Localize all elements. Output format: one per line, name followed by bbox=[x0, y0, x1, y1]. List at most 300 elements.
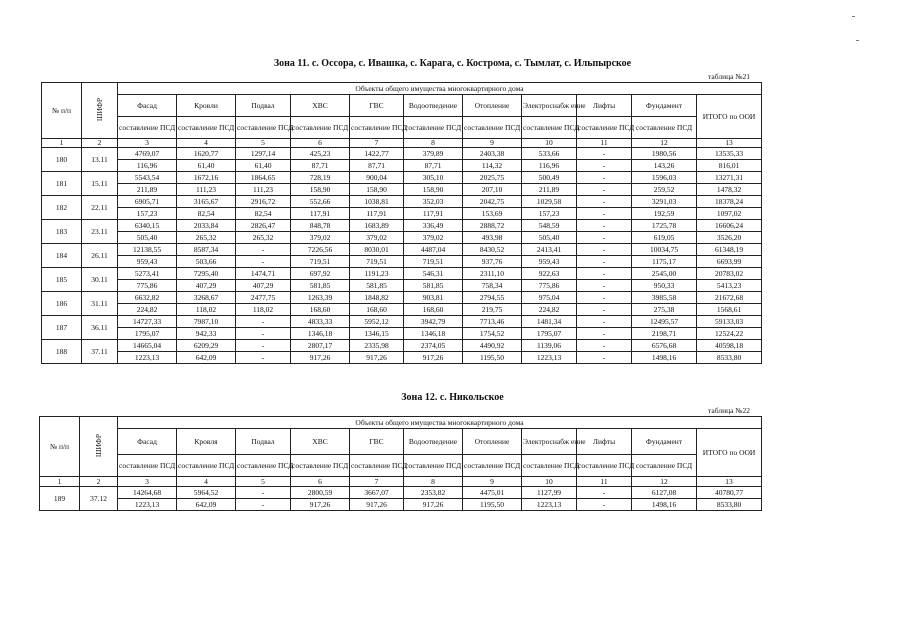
cell: 87,71 bbox=[404, 160, 463, 172]
cell: 581,85 bbox=[350, 280, 404, 292]
cell: 6340,15 bbox=[118, 220, 177, 232]
header-num: № п/п bbox=[40, 417, 80, 477]
cell: 143,26 bbox=[632, 160, 697, 172]
cell: 14727,33 bbox=[118, 316, 177, 328]
table-row bbox=[42, 340, 762, 352]
cell: 2025,75 bbox=[463, 172, 522, 184]
cell: 1498,16 bbox=[632, 352, 697, 364]
cell: - bbox=[236, 244, 291, 256]
cell: 1474,71 bbox=[236, 268, 291, 280]
cell: 500,49 bbox=[522, 172, 577, 184]
cell: 775,86 bbox=[522, 280, 577, 292]
header-sub: составление ПСД bbox=[177, 117, 236, 139]
cell: - bbox=[577, 328, 632, 340]
cell: 2042,75 bbox=[463, 196, 522, 208]
header-group: Объекты общего имущества многоквартирного дома bbox=[118, 83, 762, 95]
cell: 13271,31 bbox=[697, 172, 762, 184]
header-sub: составление ПСД bbox=[577, 117, 632, 139]
column-number: 13 bbox=[697, 477, 762, 487]
table-row bbox=[42, 232, 762, 244]
cell: 2888,72 bbox=[463, 220, 522, 232]
column-number: 11 bbox=[577, 139, 632, 148]
header-sub: составление ПСД bbox=[291, 117, 350, 139]
cell: 7713,46 bbox=[463, 316, 522, 328]
cell: 1346,18 bbox=[291, 328, 350, 340]
table-21 bbox=[41, 82, 762, 364]
cell: 1795,07 bbox=[522, 328, 577, 340]
cell: 3526,20 bbox=[697, 232, 762, 244]
cell: 13535,33 bbox=[697, 148, 762, 160]
cell: 153,69 bbox=[463, 208, 522, 220]
cell: 1223,13 bbox=[522, 499, 577, 511]
table-row bbox=[42, 316, 762, 328]
row-id: 187 bbox=[42, 316, 82, 340]
cell: 1139,06 bbox=[522, 340, 577, 352]
cell: 379,02 bbox=[350, 232, 404, 244]
table-row bbox=[42, 196, 762, 208]
cell: 642,09 bbox=[177, 499, 236, 511]
cell: 336,49 bbox=[404, 220, 463, 232]
header-num: № п/п bbox=[42, 83, 82, 139]
cell: - bbox=[577, 172, 632, 184]
header-sub: составление ПСД bbox=[236, 117, 291, 139]
table-row bbox=[40, 499, 762, 511]
cell: 719,51 bbox=[404, 256, 463, 268]
header-col: Фундамент bbox=[632, 95, 697, 117]
cell: 1980,56 bbox=[632, 148, 697, 160]
cell: 1754,52 bbox=[463, 328, 522, 340]
header-sub: составление ПСД bbox=[522, 455, 577, 477]
table-22-number: таблица №22 bbox=[708, 406, 750, 415]
column-number: 3 bbox=[118, 477, 177, 487]
cell: - bbox=[577, 487, 632, 499]
cell: 581,85 bbox=[291, 280, 350, 292]
cell: 1195,50 bbox=[463, 352, 522, 364]
cell: 548,59 bbox=[522, 220, 577, 232]
header-sub: составление ПСД bbox=[632, 117, 697, 139]
cell: 118,02 bbox=[236, 304, 291, 316]
header-col: Лифты bbox=[577, 95, 632, 117]
header-sub: составление ПСД bbox=[577, 455, 632, 477]
cell: - bbox=[577, 148, 632, 160]
cell: - bbox=[577, 232, 632, 244]
cell: 82,54 bbox=[177, 208, 236, 220]
column-number: 12 bbox=[632, 139, 697, 148]
header-sub: составление ПСД bbox=[404, 455, 463, 477]
cell: 917,26 bbox=[350, 499, 404, 511]
cell: 157,23 bbox=[118, 208, 177, 220]
cell: 900,04 bbox=[350, 172, 404, 184]
cell: 1481,34 bbox=[522, 316, 577, 328]
cell: - bbox=[236, 316, 291, 328]
cell: - bbox=[577, 292, 632, 304]
table-row bbox=[42, 208, 762, 220]
cell: 117,91 bbox=[291, 208, 350, 220]
header-col: ГВС bbox=[350, 95, 404, 117]
cell: 1191,23 bbox=[350, 268, 404, 280]
cell: 5273,41 bbox=[118, 268, 177, 280]
header-group: Объекты общего имущества многоквартирного дома bbox=[118, 417, 762, 429]
cell: 1223,13 bbox=[118, 352, 177, 364]
cell: - bbox=[577, 208, 632, 220]
table-row bbox=[42, 220, 762, 232]
row-cipher: 31.11 bbox=[82, 292, 118, 316]
cell: 1596,03 bbox=[632, 172, 697, 184]
cell: 21672,68 bbox=[697, 292, 762, 304]
cell: 207,10 bbox=[463, 184, 522, 196]
cell: 1195,50 bbox=[463, 499, 522, 511]
cell: 158,90 bbox=[404, 184, 463, 196]
column-number: 10 bbox=[522, 139, 577, 148]
header-cipher: ШИФР bbox=[94, 98, 104, 122]
cell: 503,66 bbox=[177, 256, 236, 268]
cell: 8587,34 bbox=[177, 244, 236, 256]
cell: 3985,58 bbox=[632, 292, 697, 304]
header-sub: составление ПСД bbox=[350, 117, 404, 139]
header-sub: составление ПСД bbox=[350, 455, 404, 477]
cell: 82,54 bbox=[236, 208, 291, 220]
cell: 758,34 bbox=[463, 280, 522, 292]
cell: 6209,29 bbox=[177, 340, 236, 352]
cell: 3165,67 bbox=[177, 196, 236, 208]
cell: - bbox=[577, 184, 632, 196]
row-cipher: 15.11 bbox=[82, 172, 118, 196]
column-number: 11 bbox=[577, 477, 632, 487]
column-number: 9 bbox=[463, 477, 522, 487]
row-id: 181 bbox=[42, 172, 82, 196]
header-col: Электроснабж ение bbox=[522, 429, 577, 455]
column-number: 1 bbox=[42, 139, 82, 148]
table-row bbox=[42, 352, 762, 364]
cell: 4487,04 bbox=[404, 244, 463, 256]
cell: 3667,07 bbox=[350, 487, 404, 499]
cell: 352,03 bbox=[404, 196, 463, 208]
zone-12-title: Зона 12. с. Никольское bbox=[401, 392, 504, 403]
scan-mark bbox=[856, 40, 859, 41]
cell: 168,60 bbox=[404, 304, 463, 316]
cell: 7987,10 bbox=[177, 316, 236, 328]
cell: 224,82 bbox=[522, 304, 577, 316]
cell: 1097,02 bbox=[697, 208, 762, 220]
header-col: Электроснабж ение bbox=[522, 95, 577, 117]
row-id: 185 bbox=[42, 268, 82, 292]
cell: 5964,52 bbox=[177, 487, 236, 499]
cell: 903,81 bbox=[404, 292, 463, 304]
cell: 14665,04 bbox=[118, 340, 177, 352]
column-number: 4 bbox=[177, 139, 236, 148]
column-number: 7 bbox=[350, 477, 404, 487]
row-cipher: 30.11 bbox=[82, 268, 118, 292]
cell: 407,29 bbox=[236, 280, 291, 292]
table-row bbox=[42, 292, 762, 304]
row-cipher: 36.11 bbox=[82, 316, 118, 340]
cell: 117,91 bbox=[350, 208, 404, 220]
cell: 12524,22 bbox=[697, 328, 762, 340]
header-sub: составление ПСД bbox=[522, 117, 577, 139]
header-col: Фасад bbox=[118, 95, 177, 117]
cell: 6905,71 bbox=[118, 196, 177, 208]
cell: 1478,32 bbox=[697, 184, 762, 196]
cell: 211,89 bbox=[118, 184, 177, 196]
table-row bbox=[42, 148, 762, 160]
cell: 917,26 bbox=[350, 352, 404, 364]
cell: 87,71 bbox=[350, 160, 404, 172]
cell: 2033,84 bbox=[177, 220, 236, 232]
cell: 1223,13 bbox=[118, 499, 177, 511]
cell: 2353,82 bbox=[404, 487, 463, 499]
table-22 bbox=[39, 416, 762, 511]
cell: 1848,82 bbox=[350, 292, 404, 304]
cell: 1683,89 bbox=[350, 220, 404, 232]
header-col: Отопление bbox=[463, 95, 522, 117]
cell: 2477,75 bbox=[236, 292, 291, 304]
cell: 8430,52 bbox=[463, 244, 522, 256]
header-col: ХВС bbox=[291, 429, 350, 455]
column-number: 5 bbox=[236, 477, 291, 487]
cell: 1263,39 bbox=[291, 292, 350, 304]
cell: 7295,40 bbox=[177, 268, 236, 280]
cell: 642,09 bbox=[177, 352, 236, 364]
cell: 168,60 bbox=[291, 304, 350, 316]
cell: - bbox=[577, 256, 632, 268]
cell: 14264,68 bbox=[118, 487, 177, 499]
cell: 265,32 bbox=[236, 232, 291, 244]
cell: 1422,77 bbox=[350, 148, 404, 160]
table-row bbox=[42, 268, 762, 280]
cell: 775,86 bbox=[118, 280, 177, 292]
cell: - bbox=[577, 196, 632, 208]
cell: 1223,13 bbox=[522, 352, 577, 364]
cell: 1038,81 bbox=[350, 196, 404, 208]
cell: 1498,16 bbox=[632, 499, 697, 511]
cell: 2794,55 bbox=[463, 292, 522, 304]
cell: 1127,99 bbox=[522, 487, 577, 499]
header-cipher: ШИФР bbox=[93, 434, 103, 458]
cell: 917,26 bbox=[291, 499, 350, 511]
cell: 1620,77 bbox=[177, 148, 236, 160]
cell: 1795,07 bbox=[118, 328, 177, 340]
cell: 4833,33 bbox=[291, 316, 350, 328]
column-number: 4 bbox=[177, 477, 236, 487]
cell: - bbox=[236, 499, 291, 511]
cell: 425,23 bbox=[291, 148, 350, 160]
cell: 505,40 bbox=[522, 232, 577, 244]
cell: 12495,57 bbox=[632, 316, 697, 328]
cell: 259,52 bbox=[632, 184, 697, 196]
table-21-number: таблица №21 bbox=[708, 72, 750, 81]
cell: 219,75 bbox=[463, 304, 522, 316]
cell: 2335,98 bbox=[350, 340, 404, 352]
header-sub: составление ПСД bbox=[118, 117, 177, 139]
cell: 959,43 bbox=[522, 256, 577, 268]
cell: 1346,15 bbox=[350, 328, 404, 340]
header-col: Водоотведение bbox=[404, 429, 463, 455]
header-sub: составление ПСД bbox=[291, 455, 350, 477]
cell: 917,26 bbox=[404, 352, 463, 364]
column-number: 8 bbox=[404, 477, 463, 487]
column-number: 5 bbox=[236, 139, 291, 148]
cell: 2198,71 bbox=[632, 328, 697, 340]
header-col: Фундамент bbox=[632, 429, 697, 455]
cell: - bbox=[577, 268, 632, 280]
row-id: 184 bbox=[42, 244, 82, 268]
header-sub: составление ПСД bbox=[404, 117, 463, 139]
cell: 6693,99 bbox=[697, 256, 762, 268]
cell: 10034,75 bbox=[632, 244, 697, 256]
header-sub: составление ПСД bbox=[177, 455, 236, 477]
cell: 111,23 bbox=[236, 184, 291, 196]
cell: 4475,01 bbox=[463, 487, 522, 499]
cell: 8533,80 bbox=[697, 499, 762, 511]
cell: 2311,10 bbox=[463, 268, 522, 280]
cell: 8030,01 bbox=[350, 244, 404, 256]
column-number: 10 bbox=[522, 477, 577, 487]
cell: 728,19 bbox=[291, 172, 350, 184]
column-number: 13 bbox=[697, 139, 762, 148]
cell: 12138,55 bbox=[118, 244, 177, 256]
header-sub: составление ПСД bbox=[236, 455, 291, 477]
header-col: ГВС bbox=[350, 429, 404, 455]
cell: 61348,19 bbox=[697, 244, 762, 256]
cell: 1297,14 bbox=[236, 148, 291, 160]
cell: 265,32 bbox=[177, 232, 236, 244]
cell: 157,23 bbox=[522, 208, 577, 220]
column-number: 6 bbox=[291, 477, 350, 487]
row-id: 183 bbox=[42, 220, 82, 244]
cell: 719,51 bbox=[291, 256, 350, 268]
header-sub: составление ПСД bbox=[118, 455, 177, 477]
cell: - bbox=[236, 352, 291, 364]
cell: 16606,24 bbox=[697, 220, 762, 232]
cell: - bbox=[577, 499, 632, 511]
table-row bbox=[42, 256, 762, 268]
cell: 546,31 bbox=[404, 268, 463, 280]
column-number: 12 bbox=[632, 477, 697, 487]
cell: 1864,65 bbox=[236, 172, 291, 184]
cell: - bbox=[577, 316, 632, 328]
cell: - bbox=[236, 328, 291, 340]
cell: 2826,47 bbox=[236, 220, 291, 232]
cell: 942,33 bbox=[177, 328, 236, 340]
row-id: 182 bbox=[42, 196, 82, 220]
cell: 922,63 bbox=[522, 268, 577, 280]
cell: 6632,82 bbox=[118, 292, 177, 304]
row-id: 189 bbox=[40, 487, 80, 511]
column-number: 9 bbox=[463, 139, 522, 148]
cell: 533,66 bbox=[522, 148, 577, 160]
header-sub: составление ПСД bbox=[463, 117, 522, 139]
cell: 816,01 bbox=[697, 160, 762, 172]
row-id: 186 bbox=[42, 292, 82, 316]
header-col: Кровли bbox=[177, 95, 236, 117]
cell: - bbox=[236, 487, 291, 499]
cell: 581,85 bbox=[404, 280, 463, 292]
cell: 8533,80 bbox=[697, 352, 762, 364]
cell: 2800,59 bbox=[291, 487, 350, 499]
cell: - bbox=[577, 244, 632, 256]
cell: 619,05 bbox=[632, 232, 697, 244]
cell: 1672,16 bbox=[177, 172, 236, 184]
cell: 275,38 bbox=[632, 304, 697, 316]
cell: 2374,05 bbox=[404, 340, 463, 352]
cell: 379,02 bbox=[291, 232, 350, 244]
cell: 1346,18 bbox=[404, 328, 463, 340]
cell: 168,60 bbox=[350, 304, 404, 316]
column-number: 7 bbox=[350, 139, 404, 148]
cell: 224,82 bbox=[118, 304, 177, 316]
cell: 493,98 bbox=[463, 232, 522, 244]
cell: - bbox=[577, 304, 632, 316]
cell: 1568,61 bbox=[697, 304, 762, 316]
column-number: 8 bbox=[404, 139, 463, 148]
header-col: Отопление bbox=[463, 429, 522, 455]
cell: - bbox=[577, 220, 632, 232]
cell: 192,59 bbox=[632, 208, 697, 220]
table-row bbox=[42, 172, 762, 184]
cell: 117,91 bbox=[404, 208, 463, 220]
scan-mark bbox=[852, 16, 855, 17]
cell: 3942,79 bbox=[404, 316, 463, 328]
cell: 211,89 bbox=[522, 184, 577, 196]
cell: 959,43 bbox=[118, 256, 177, 268]
cell: - bbox=[577, 160, 632, 172]
cell: 2545,00 bbox=[632, 268, 697, 280]
table-row bbox=[42, 280, 762, 292]
cell: 116,96 bbox=[118, 160, 177, 172]
header-col: Подвал bbox=[236, 429, 291, 455]
column-number: 3 bbox=[118, 139, 177, 148]
cell: 1175,17 bbox=[632, 256, 697, 268]
row-cipher: 22.11 bbox=[82, 196, 118, 220]
cell: 4769,07 bbox=[118, 148, 177, 160]
header-total: ИТОГО по ООИ bbox=[697, 95, 762, 139]
cell: 1725,78 bbox=[632, 220, 697, 232]
cell: 116,96 bbox=[522, 160, 577, 172]
cell: 407,29 bbox=[177, 280, 236, 292]
cell: 61,40 bbox=[177, 160, 236, 172]
cell: 87,71 bbox=[291, 160, 350, 172]
column-number: 2 bbox=[82, 139, 118, 148]
header-col: ХВС bbox=[291, 95, 350, 117]
cell: 3291,03 bbox=[632, 196, 697, 208]
row-cipher: 37.12 bbox=[80, 487, 118, 511]
header-sub: составление ПСД bbox=[632, 455, 697, 477]
column-number: 1 bbox=[40, 477, 80, 487]
row-id: 180 bbox=[42, 148, 82, 172]
table-row bbox=[42, 184, 762, 196]
cell: - bbox=[236, 256, 291, 268]
cell: 950,33 bbox=[632, 280, 697, 292]
cell: - bbox=[577, 340, 632, 352]
cell: 158,90 bbox=[291, 184, 350, 196]
header-sub: составление ПСД bbox=[463, 455, 522, 477]
cell: 719,51 bbox=[350, 256, 404, 268]
cell: 305,10 bbox=[404, 172, 463, 184]
row-cipher: 26.11 bbox=[82, 244, 118, 268]
cell: 552,66 bbox=[291, 196, 350, 208]
cell: 6127,08 bbox=[632, 487, 697, 499]
cell: 937,76 bbox=[463, 256, 522, 268]
column-number: 2 bbox=[80, 477, 118, 487]
cell: - bbox=[577, 280, 632, 292]
cell: 917,26 bbox=[291, 352, 350, 364]
cell: 917,26 bbox=[404, 499, 463, 511]
cell: 6576,68 bbox=[632, 340, 697, 352]
cell: 3268,67 bbox=[177, 292, 236, 304]
row-cipher: 37.11 bbox=[82, 340, 118, 364]
header-col: Подвал bbox=[236, 95, 291, 117]
cell: 697,92 bbox=[291, 268, 350, 280]
